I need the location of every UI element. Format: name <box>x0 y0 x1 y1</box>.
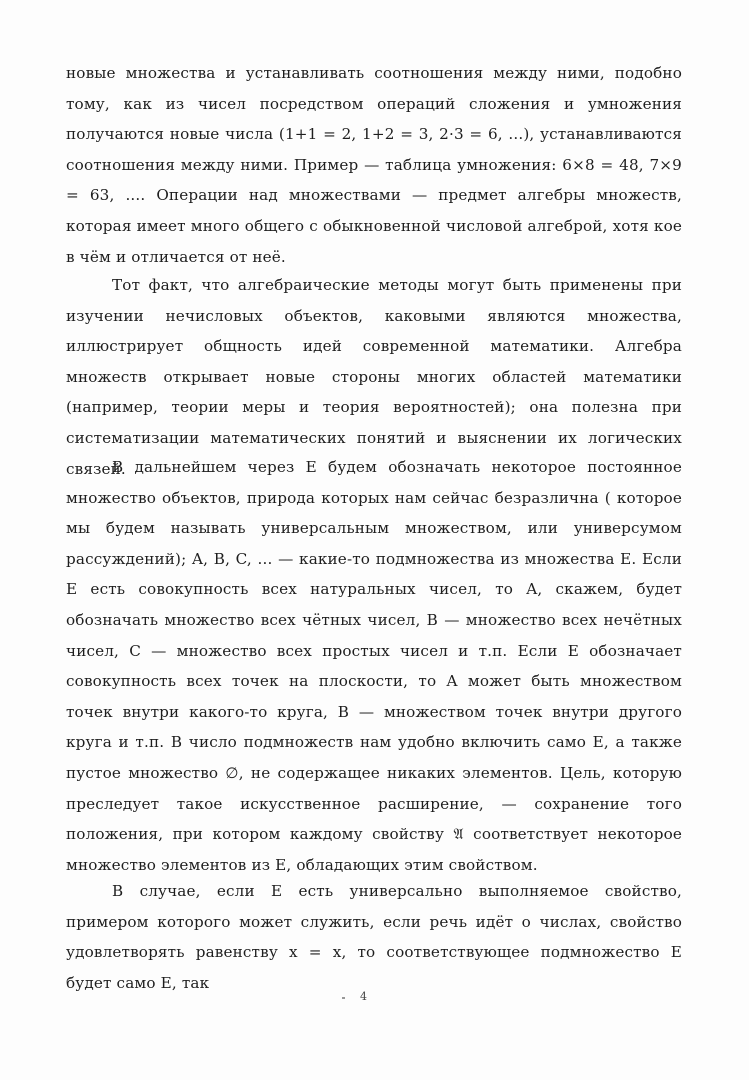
paragraph-1 <box>66 58 682 272</box>
paragraph-4-text: В случае, если E есть универсально выполняемое свойство, примером которого может служить, если речь идёт о числах, свойство удовлетворять равенству x = x, то соответствующее подмножество E будет само E, так <box>66 882 682 992</box>
paragraph-1-text: новые множества и устанавливать соотношения между ними, подобно тому, как из чисел посредством операций сложения и умножения получаются новые числа (1+1 = 2, 1+2 = 3, 2·3 = 6, ...), устанавливаются соотношения между ними. Пример — таблица умножения: 6×8 = 48, 7×9 = 63, .... Операции над множествами — предмет алгебры множеств, которая имеет много общего с обыкновенной числовой алгеброй, хотя кое в чём и отличается от неё. <box>66 64 682 266</box>
scan-speck <box>342 997 345 999</box>
paragraph-3-text: В дальнейшем через E будем обозначать некоторое постоянное множество объектов, природа которых нам сейчас безразлична ( которое мы будем называть универсальным множеством, или универсумом рассуждений); A, B, C, ... — какие-то подмножества из множества E. Если E есть совокупность всех натуральных чисел, то A, скажем, будет обозначать множество всех чётных чисел, B — множество всех нечётных чисел, C — множество всех простых чисел и т.п. Если E обозначает совокупность всех точек на плоскости, то A может быть множеством точек внутри какого-то круга, B — множеством точек внутри другого круга и т.п. В число подмножеств нам удобно включить само E, а также пустое множество ∅, не содержащее никаких элементов. Цель, которую преследует такое искусственное расширение, — сохранение того положения, при котором каждому свойству 𝔄 соответствует некоторое множество элементов из E, обладающих этим свойством. <box>66 458 682 874</box>
paragraph-3 <box>66 452 682 880</box>
paragraph-4 <box>66 876 682 998</box>
page-number: 4 <box>360 990 367 1003</box>
paragraph-2-text: Тот факт, что алгебраические методы могут быть применены при изучении нечисловых объектов, каковыми являются множества, иллюстрирует общность идей современной математики. Алгебра множеств открывает новые стороны многих областей математики (например, теории меры и теория вероятностей); она полезна при систематизации математических понятий и выяснении их логических связей. <box>66 276 682 478</box>
